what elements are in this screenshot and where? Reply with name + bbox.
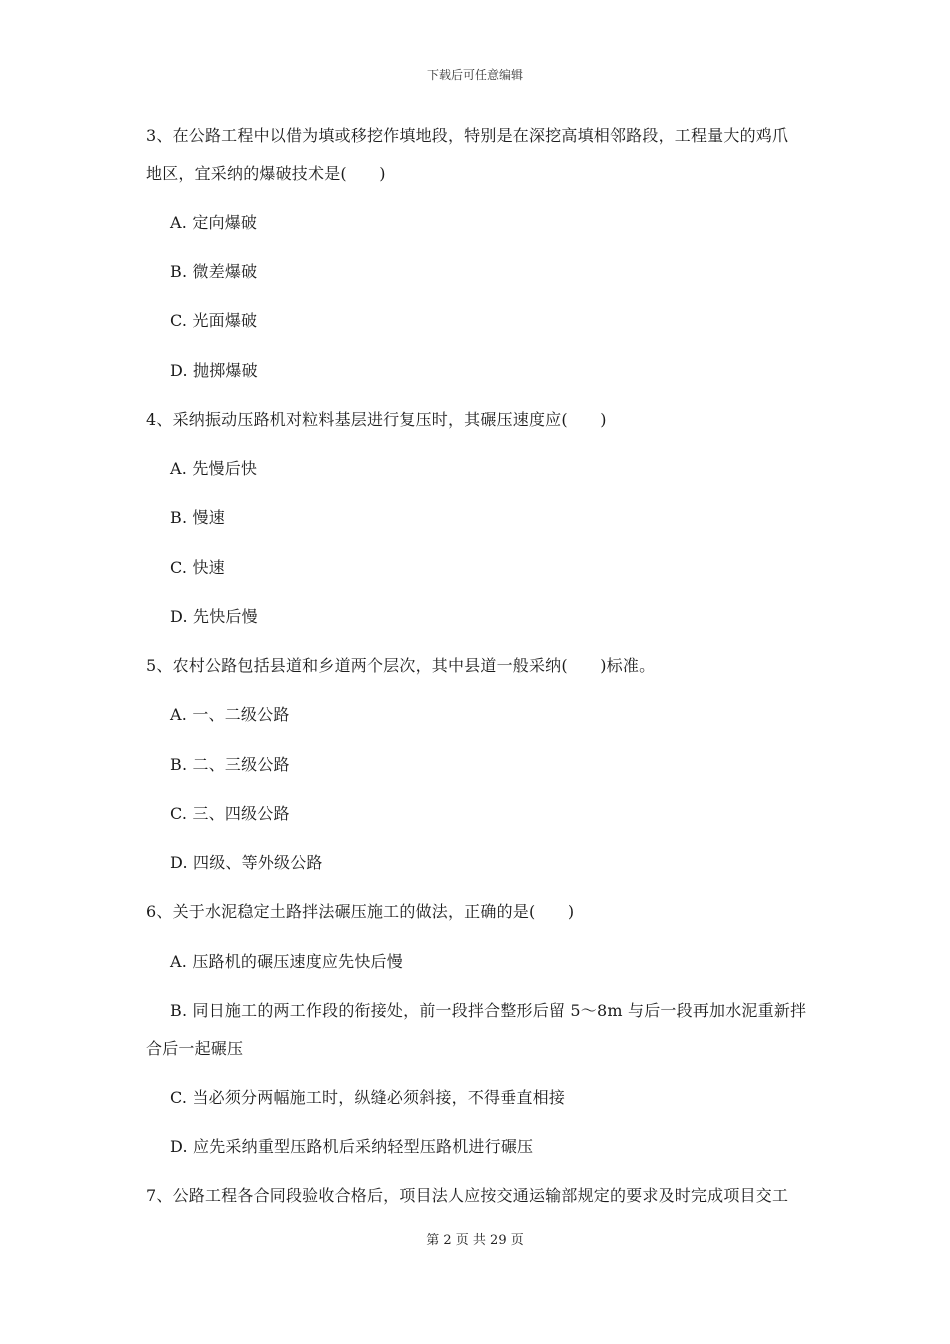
question-5-option-a: A. 一、二级公路 <box>170 705 290 724</box>
question-4-option-b: B. 慢速 <box>170 508 225 527</box>
question-3-text-cont: 地区，宜采纳的爆破技术是( ) <box>146 164 386 183</box>
question-5-option-d: D. 四级、等外级公路 <box>170 853 323 872</box>
question-6-text: 6、关于水泥稳定土路拌法碾压施工的做法，正确的是( ) <box>146 902 575 921</box>
question-3-option-b: B. 微差爆破 <box>170 262 258 281</box>
question-5-option-c: C. 三、四级公路 <box>170 804 290 823</box>
question-3-text: 3、在公路工程中以借为填或移挖作填地段，特别是在深挖高填相邻路段，工程量大的鸡爪 <box>146 126 789 145</box>
question-4-option-a: A. 先慢后快 <box>170 459 258 478</box>
question-4-text: 4、采纳振动压路机对粒料基层进行复压时，其碾压速度应( ) <box>146 410 607 429</box>
question-6-option-d: D. 应先采纳重型压路机后采纳轻型压路机进行碾压 <box>170 1137 534 1156</box>
question-4-option-c: C. 快速 <box>170 558 225 577</box>
question-6-option-a: A. 压路机的碾压速度应先快后慢 <box>170 952 403 971</box>
page-footer: 第 2 页 共 29 页 <box>426 1233 524 1248</box>
question-6-option-c: C. 当必须分两幅施工时，纵缝必须斜接，不得垂直相接 <box>170 1088 566 1107</box>
question-6-option-b-cont: 合后一起碾压 <box>146 1039 244 1058</box>
question-5-option-b: B. 二、三级公路 <box>170 755 290 774</box>
question-7-text: 7、公路工程各合同段验收合格后，项目法人应按交通运输部规定的要求及时完成项目交工 <box>146 1186 789 1205</box>
question-6-option-b: B. 同日施工的两工作段的衔接处，前一段拌合整形后留 5～8m 与后一段再加水泥重新拌 <box>170 1001 807 1020</box>
question-3-option-a: A. 定向爆破 <box>170 213 258 232</box>
question-4-option-d: D. 先快后慢 <box>170 607 258 626</box>
question-3-option-d: D. 抛掷爆破 <box>170 361 258 380</box>
question-5-text: 5、农村公路包括县道和乡道两个层次，其中县道一般采纳( )标准。 <box>146 656 656 675</box>
question-3-option-c: C. 光面爆破 <box>170 311 258 330</box>
page-header: 下载后可任意编辑 <box>426 68 523 82</box>
